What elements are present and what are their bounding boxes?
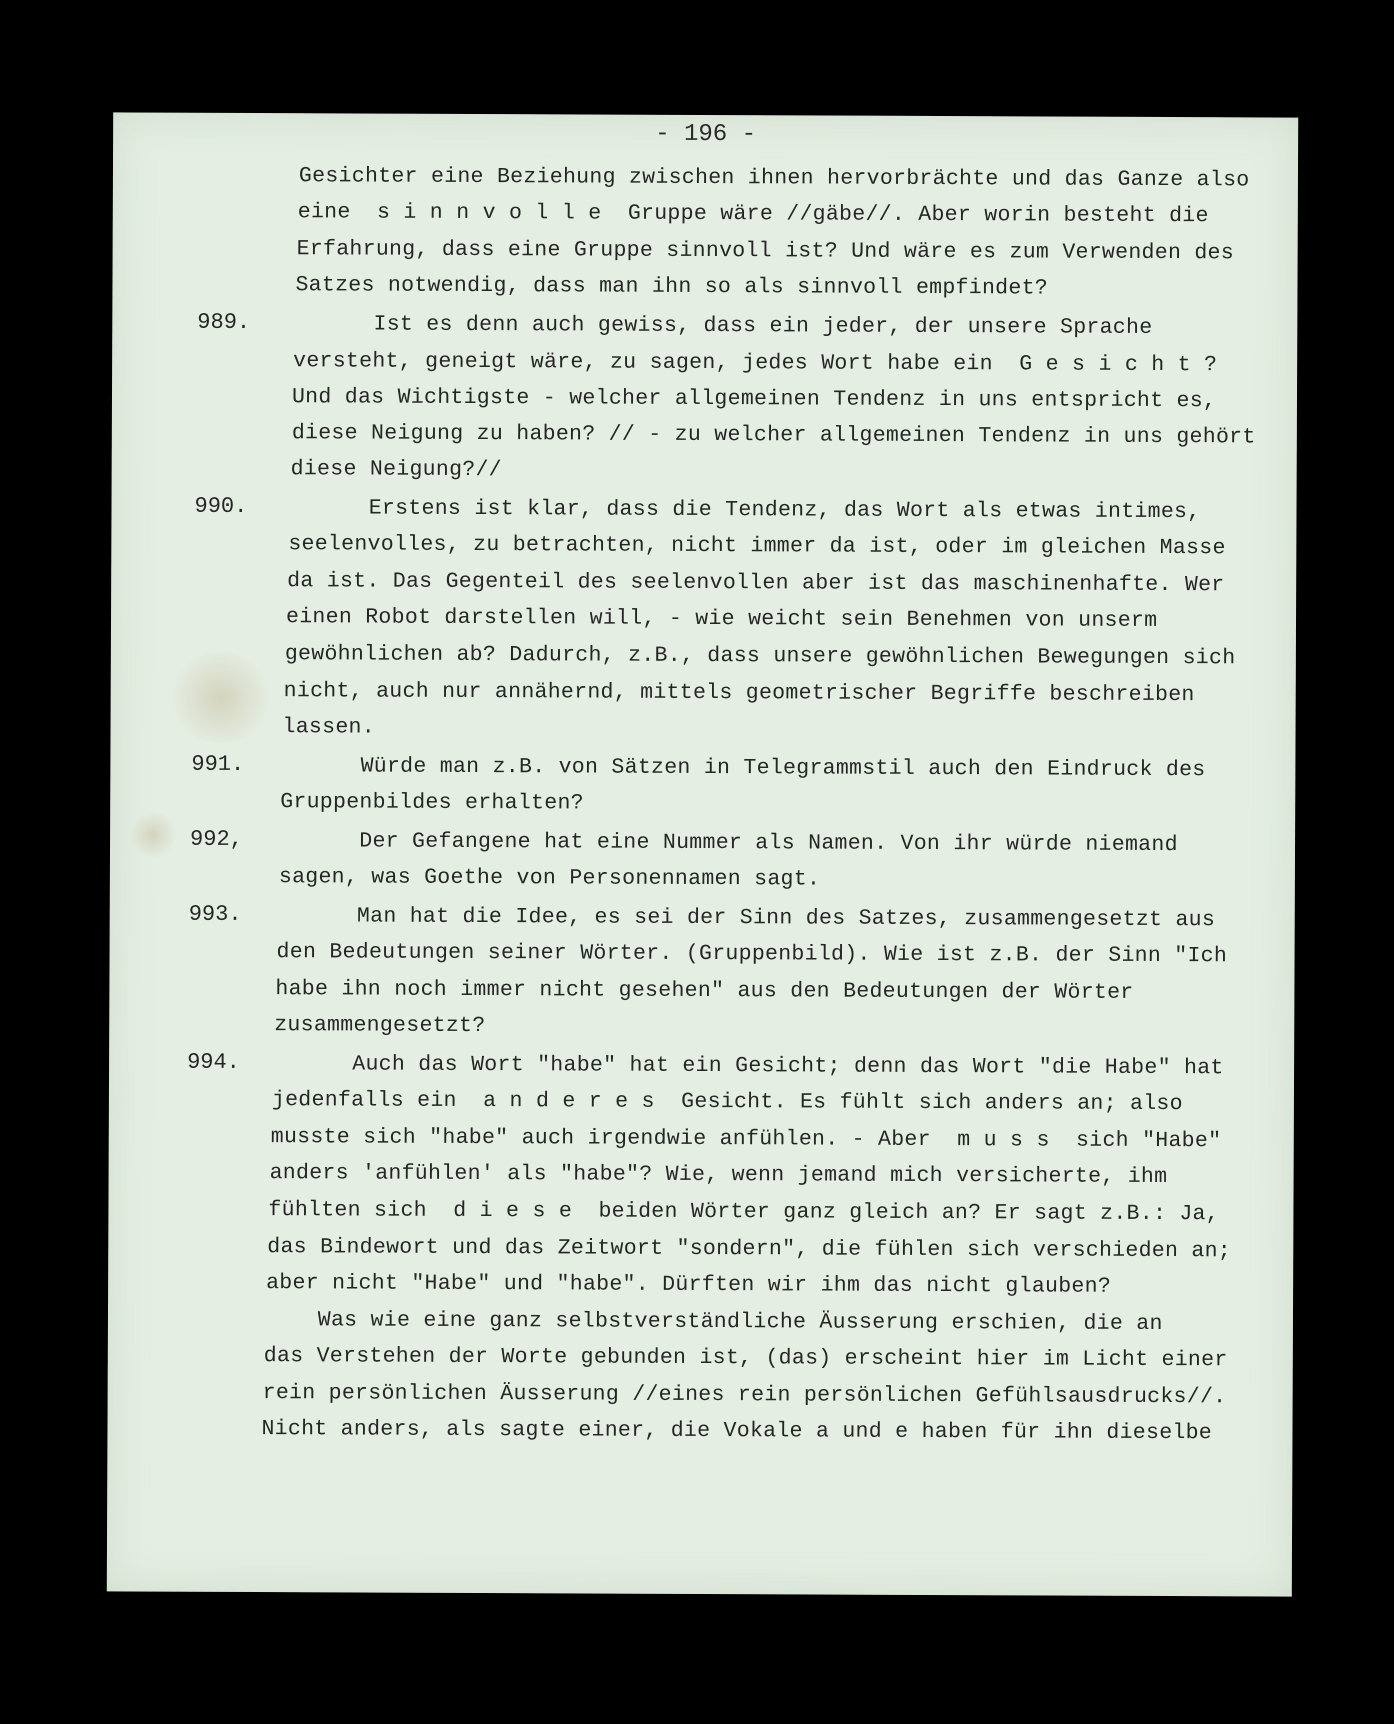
text-line: Erfahrung, dass eine Gruppe sinnvoll ist? Und wäre es zum Verwenden des [296,237,1235,266]
paragraph-number: 994. [187,1049,240,1075]
text-line: Würde man z.B. von Sätzen in Telegrammstil auch den Eindruck des [281,754,1206,783]
text-line: sagen, was Goethe von Personennamen sagt. [278,865,821,892]
paragraph-number: 991. [191,751,245,777]
paragraph-number: 992, [190,826,243,852]
text-line: rein persönlichen Äusserung //eines rein persönlichen Gefühlsausdrucks//. [262,1381,1227,1410]
paragraph-number: 993. [188,901,242,927]
paper-stain [165,653,275,743]
text-line: zusammengesetzt? [274,1013,486,1039]
text-line: Nicht anders, als sagte einer, die Vokale a und e haben für ihn dieselbe [261,1417,1213,1446]
paragraph-number: 989. [197,309,251,336]
text-line: diese Neigung zu haben? // - zu welcher allgemeinen Tendenz in uns gehört [291,421,1256,450]
text-line: habe ihn noch immer nicht gesehen" aus den Bedeutungen der Wörter [275,977,1134,1005]
text-line: Erstens ist klar, dass die Tendenz, das Wort als etwas intimes, [289,496,1201,525]
text-line: Der Gefangene hat eine Nummer als Namen. Von ihr würde niemand [280,829,1178,858]
typewritten-page [107,112,1298,1596]
text-line: Gesichter eine Beziehung zwischen ihnen hervorbrächte und das Ganze also [298,164,1250,193]
text-line: eine s i n n v o l l e Gruppe wäre //gäbe//. Aber worin besteht die [297,200,1209,229]
paragraph-number: 990. [194,493,248,520]
text-line: anders 'anfühlen' als "habe"? Wie, wenn jemand mich versicherte, ihm [269,1161,1168,1190]
text-line: Auch das Wort "habe" hat ein Gesicht; denn das Wort "die Habe" hat [273,1052,1224,1081]
text-line: Man hat die Idee, es sei der Sinn des Satzes, zusammengesetzt aus [277,904,1216,933]
text-line: Gruppenbildes erhalten? [280,790,584,816]
text-line: diese Neigung?// [290,457,502,483]
text-line: Satzes notwendig, dass man ihn so als sinnvoll empfindet? [295,273,1049,301]
text-line: fühlten sich d i e s e beiden Wörter ganz gleich an? Er sagt z.B.: Ja, [268,1198,1220,1227]
text-line: Und das Wichtigste - welcher allgemeinen Tendenz in uns entspricht es, [291,385,1217,414]
text-line: Was wie eine ganz selbstverständliche Äusserung erschien, die an [264,1308,1163,1337]
text-line: das Verstehen der Worte gebunden ist, (das) erscheint hier im Licht einer [263,1344,1228,1373]
text-line: einen Robot darstellen will, - wie weicht sein Benehmen von unserm [285,605,1158,633]
paper-stain-small [128,812,178,857]
text-line: jedenfalls ein a n d e r e s Gesicht. Es fühlt sich anders an; also [271,1088,1183,1117]
text-line: Ist es denn auch gewiss, dass ein jeder, der unsere Sprache [294,312,1153,340]
text-line: da ist. Das Gegenteil des seelenvollen aber ist das maschinenhafte. Wer [287,569,1225,598]
text-line: versteht, geneigt wäre, zu sagen, jedes Wort habe ein G e s i c h t ? [293,349,1218,378]
text-line: den Bedeutungen seiner Wörter. (Gruppenbild). Wie ist z.B. der Sinn "Ich [276,940,1228,969]
text-line: nicht, auch nur annähernd, mittels geometrischer Begriffe beschreiben [283,679,1195,708]
page-number: - 196 - [655,120,757,149]
text-line: lassen. [282,715,376,740]
text-line: seelenvolles, zu betrachten, nicht immer da ist, oder im gleichen Masse [288,532,1226,561]
text-line: aber nicht "Habe" und "habe". Dürften wir ihm das nicht glauben? [266,1271,1112,1299]
text-line: das Bindewort und das Zeitwort "sondern", die fühlen sich verschieden an; [267,1235,1232,1264]
text-line: musste sich "habe" auch irgendwie anfühlen. - Aber m u s s sich "Habe" [270,1125,1222,1154]
text-line: gewöhnlichen ab? Dadurch, z.B., dass unsere gewöhnlichen Bewegungen sich [284,642,1236,671]
